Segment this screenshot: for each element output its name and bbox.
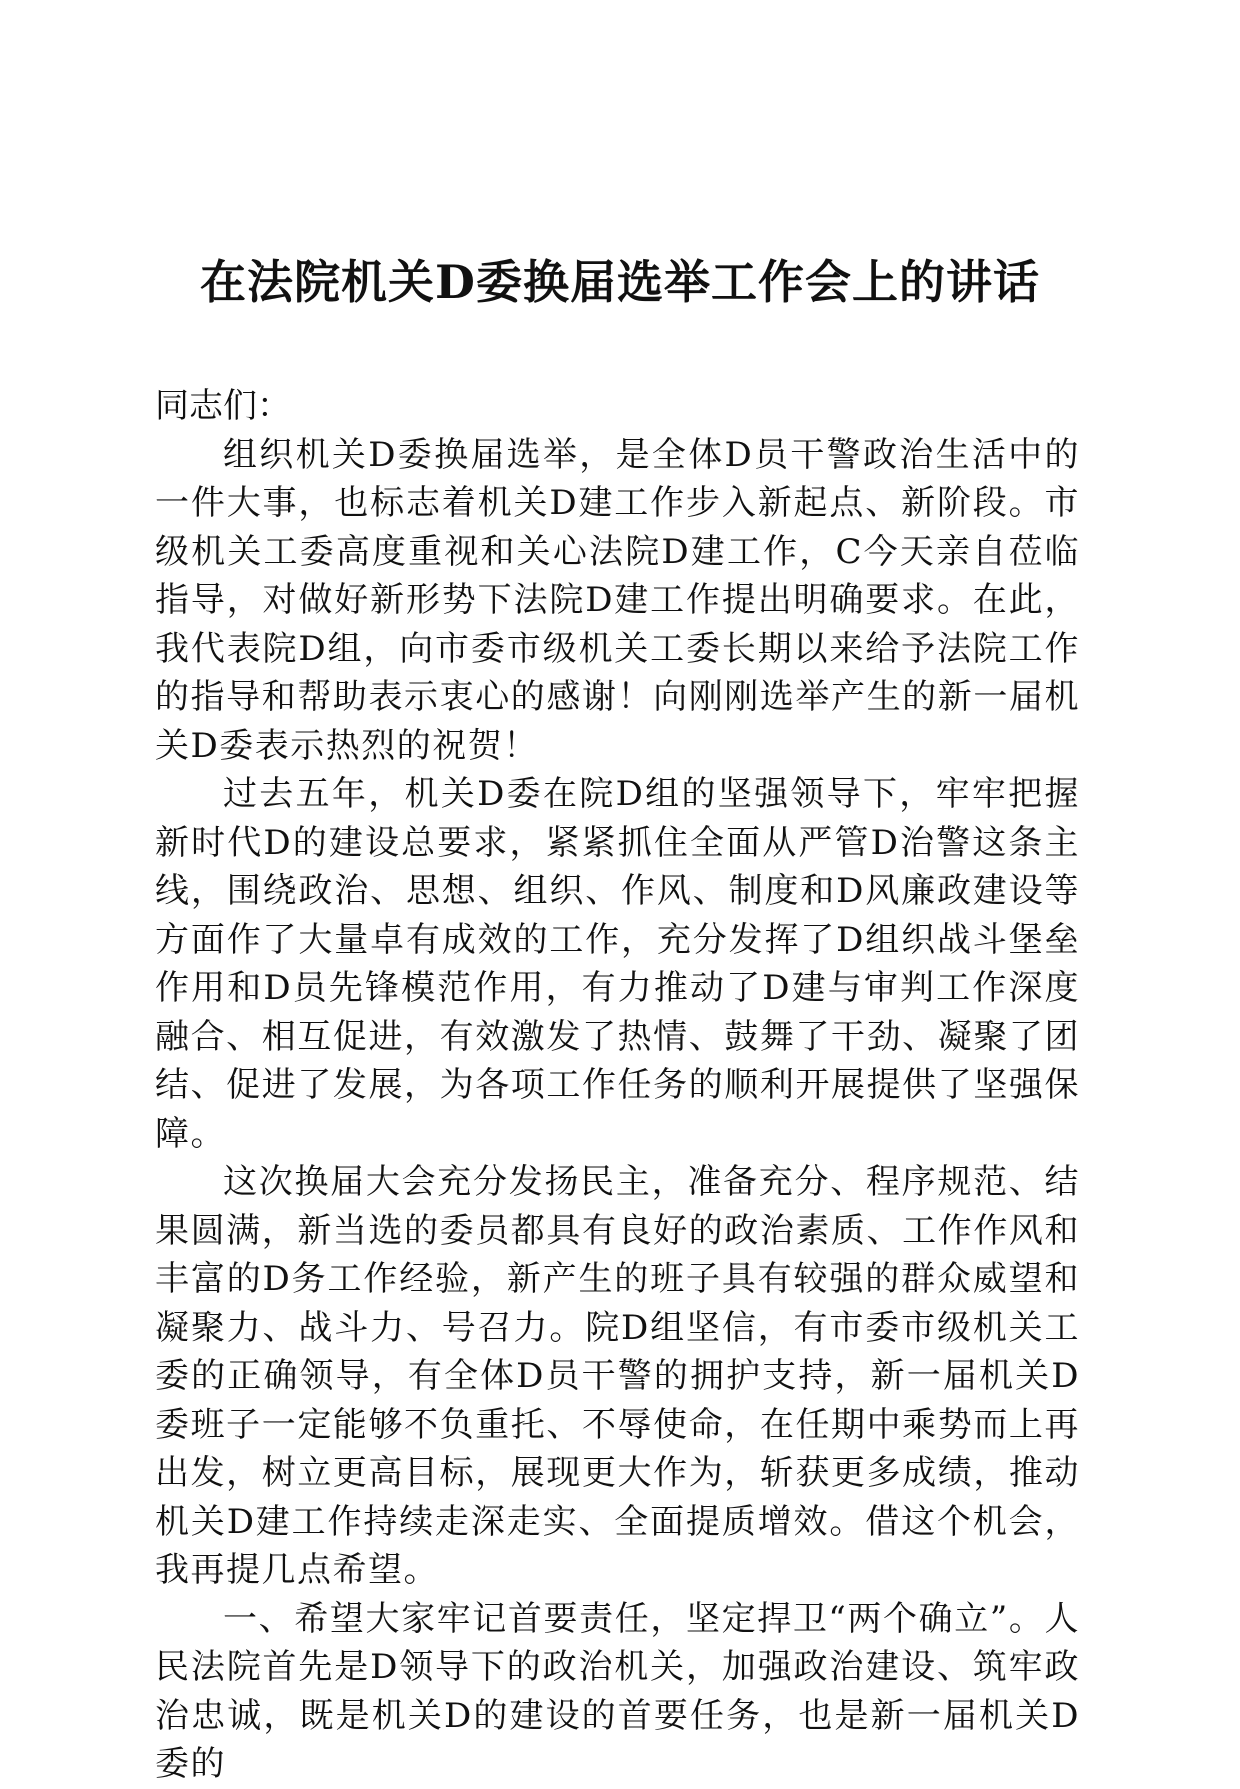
paragraph-3: 这次换届大会充分发扬民主，准备充分、程序规范、结果圆满，新当选的委员都具有良好的政治素质、工作作风和丰富的D务工作经验，新产生的班子具有较强的群众威望和凝聚力、战斗力、号召力。院D组坚信，有市委市级机关工委的正确领导，有全体D员干警的拥护支持，新一届机关D委班子一定能够不负重托、不辱使命，在任期中乘势而上再出发，树立更高目标，展现更大作为，斩获更多成绩，推动机关D建工作持续走深走实、全面提质增效。借这个机会，我再提几点希望。 [155,1162,1080,1590]
salutation: 同志们： [155,386,291,426]
paragraph-4: 一、希望大家牢记首要责任，坚定捍卫“两个确立”。人民法院首先是D领导下的政治机关，加强政治建设、筑牢政治忠诚，既是机关D的建设的首要任务，也是新一届机关D委的 [155,1598,1080,1784]
paragraph-1: 组织机关D委换届选举，是全体D员干警政治生活中的一件大事，也标志着机关D建工作步入新起点、新阶段。市级机关工委高度重视和关心法院D建工作，C今天亲自莅临指导，对做好新形势下法院D建工作提出明确要求。在此，我代表院D组，向市委市级机关工委长期以来给予法院工作的指导和帮助表示衷心的感谢！向刚刚选举产生的新一届机关D委表示热烈的祝贺！ [155,434,1080,766]
document-body [155,382,1080,1789]
paragraph-2: 过去五年，机关D委在院D组的坚强领导下，牢牢把握新时代D的建设总要求，紧紧抓住全面从严管D治警这条主线，围绕政治、思想、组织、作风、制度和D风廉政建设等方面作了大量卓有成效的工作，充分发挥了D组织战斗堡垒作用和D员先锋模范作用，有力推动了D建与审判工作深度融合、相互促进，有效激发了热情、鼓舞了干劲、凝聚了团结、促进了发展，为各项工作任务的顺利开展提供了坚强保障。 [155,774,1080,1154]
document-title: 在法院机关D委换届选举工作会上的讲话 [200,255,1040,309]
